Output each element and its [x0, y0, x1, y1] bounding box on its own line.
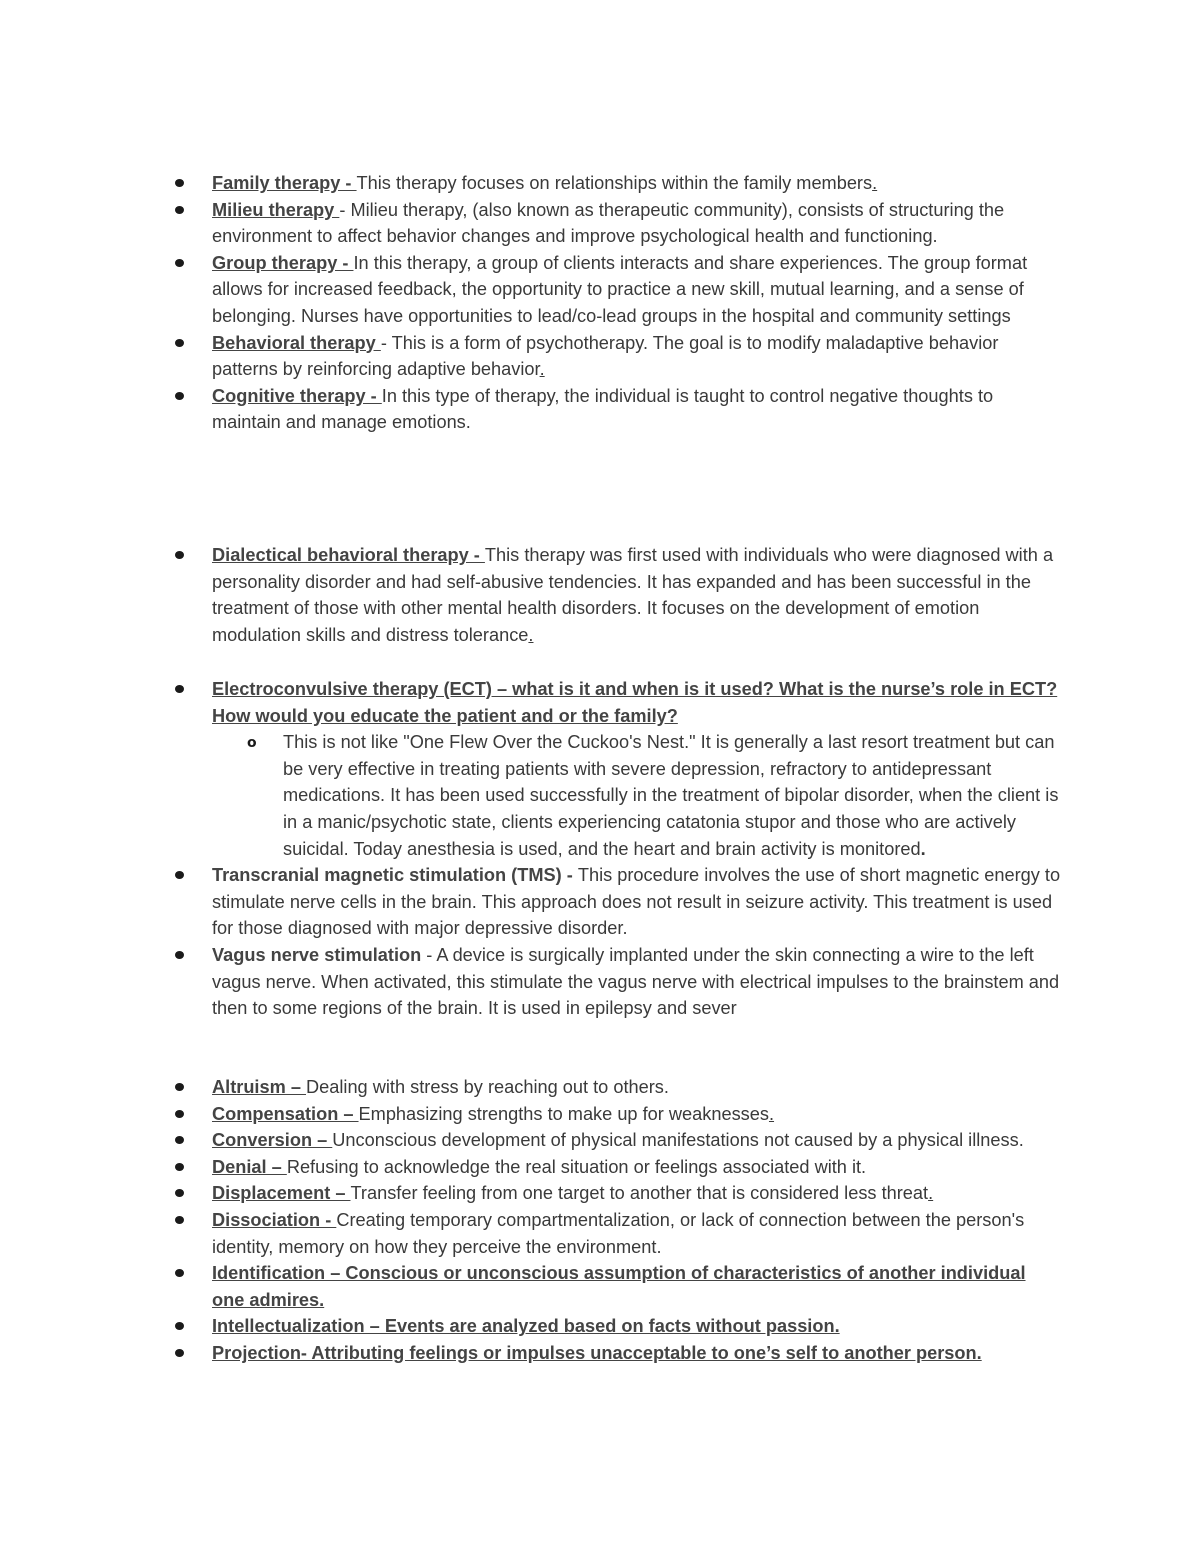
end-mark: .	[928, 1183, 934, 1204]
definition: Transfer feeling from one target to another that is considered less threat	[350, 1183, 929, 1204]
term: Conversion –	[212, 1130, 333, 1151]
list-item-behavioral-therapy	[0, 330, 1062, 383]
ect-description: This is not like "One Flew Over the Cuckoo's Nest." It is generally a last resort treatment but can be very effective in treating patients with severe depression, refractory to antidepressant medications. It has been used successfully in the treatment of bipolar disorder, when the client is in a manic/psychotic state, clients experiencing catatonia stupor and those who are actively suicidal. Today anesthesia is used, and the heart and brain activity is monitored	[283, 732, 1059, 859]
ect-heading: Electroconvulsive therapy (ECT) – what is it and when is it used? What is the nurse’s role in ECT? How would you educate the patient and or the family?	[212, 679, 1058, 726]
term: Denial –	[212, 1156, 287, 1177]
bullet-icon	[175, 1083, 184, 1091]
bullet-icon	[175, 1322, 184, 1330]
list-item-compensation	[0, 1101, 1062, 1128]
bullet-icon	[175, 685, 184, 693]
bullet-icon	[175, 1349, 184, 1357]
procedure-list	[0, 676, 1200, 1022]
bullet-icon	[175, 179, 184, 187]
bullet-icon	[175, 1110, 184, 1118]
list-item-tms	[0, 862, 1062, 942]
defense-mechanism-list	[0, 1074, 1200, 1367]
list-item-family-therapy	[0, 170, 1062, 197]
term: Displacement –	[212, 1183, 351, 1204]
definition: This procedure involves the use of short magnetic energy to stimulate nerve cells in the brain. This approach does not result in seizure activity. This treatment is used for those diagnosed with major depressive disorder.	[212, 865, 1061, 939]
list-item-projection	[0, 1340, 1062, 1367]
end-mark: .	[872, 173, 878, 193]
end-mark: .	[528, 624, 534, 645]
definition: Refusing to acknowledge the real situation or feelings associated with it.	[286, 1156, 867, 1177]
list-item-ect	[0, 676, 1062, 729]
definition: - Milieu therapy, (also known as therapeutic community), consists of structuring the environment to affect behavior changes and improve psychological health and functioning.	[212, 199, 1005, 247]
definition: - A device is surgically implanted under the skin connecting a wire to the left vagus nerve. When activated, this stimulate the vagus nerve with electrical impulses to the brainstem and then to some regions of the brain. It is used in epilepsy and sever	[212, 944, 1060, 1019]
list-item-displacement	[0, 1180, 1062, 1207]
bullet-icon	[175, 1269, 184, 1277]
term: Dialectical behavioral therapy -	[212, 545, 485, 565]
list-item-milieu-therapy	[0, 197, 1062, 250]
term: Milieu therapy	[212, 199, 340, 220]
list-item-conversion	[0, 1127, 1062, 1154]
definition: This therapy was first used with individuals who were diagnosed with a personality disorder and had self-abusive tendencies. It has expanded and has been successful in the treatment of those with other mental health disorders. It focuses on the development of emotion modulation skills and distress tolerance	[212, 545, 1054, 645]
bullet-icon	[175, 1163, 184, 1171]
sub-item-ect-description	[0, 729, 1063, 862]
definition: - This is a form of psychotherapy. The goal is to modify maladaptive behavior patterns by reinforcing adaptive behavior	[212, 332, 999, 380]
bullet-icon	[175, 951, 184, 959]
list-item-intellectualization	[0, 1313, 1062, 1340]
bullet-icon	[175, 392, 184, 400]
list-item-vagus-nerve-stimulation	[0, 942, 1062, 1022]
definition: Creating temporary compartmentalization, or lack of connection between the person's identity, memory on how they perceive the environment.	[212, 1209, 1025, 1257]
definition: Intellectualization – Events are analyzed based on facts without passion.	[212, 1316, 840, 1337]
term: Family therapy -	[212, 173, 357, 193]
definition: Dealing with stress by reaching out to others.	[306, 1077, 669, 1097]
bullet-icon	[175, 1216, 184, 1224]
bullet-icon	[175, 871, 184, 879]
bullet-icon	[175, 339, 184, 347]
definition: Identification – Conscious or unconscious assumption of characteristics of another individual one admires.	[212, 1263, 1026, 1310]
term: Behavioral therapy	[212, 332, 381, 353]
list-item-dissociation	[0, 1207, 1062, 1260]
sub-bullet-icon: o	[247, 735, 257, 752]
bullet-icon	[175, 206, 184, 214]
list-item-cognitive-therapy	[0, 383, 1062, 436]
end-mark: .	[768, 1103, 775, 1124]
definition: In this therapy, a group of clients interacts and share experiences. The group format allows for increased feedback, the opportunity to practice a new skill, mutual learning, and a sense of belonging. Nurses have opportunities to lead/co-lead groups in the hospital and community settings	[212, 252, 1028, 326]
term: Dissociation -	[212, 1209, 337, 1230]
list-item-group-therapy	[0, 250, 1062, 330]
definition: Projection- Attributing feelings or impulses unacceptable to one’s self to another person.	[212, 1342, 982, 1363]
definition: In this type of therapy, the individual is taught to control negative thoughts to maintain and manage emotions.	[212, 385, 994, 433]
term: Vagus nerve stimulation	[212, 944, 427, 965]
therapy-list	[0, 170, 1200, 436]
bullet-icon	[175, 1189, 184, 1197]
end-mark: .	[920, 838, 926, 859]
list-item-altruism	[0, 1074, 1062, 1101]
bullet-icon	[175, 259, 184, 267]
term: Altruism –	[212, 1077, 306, 1097]
definition: Unconscious development of physical manifestations not caused by a physical illness.	[332, 1130, 1024, 1151]
term: Group therapy -	[212, 252, 354, 273]
list-item-identification	[0, 1260, 1062, 1313]
dbt-list	[0, 542, 1200, 648]
term: Compensation –	[212, 1103, 359, 1124]
bullet-icon	[175, 551, 184, 559]
bullet-icon	[175, 1136, 184, 1144]
list-item-dialectical-behavioral-therapy	[0, 542, 1062, 648]
end-mark: .	[539, 359, 545, 380]
definition: Emphasizing strengths to make up for weaknesses	[358, 1103, 769, 1124]
term: Transcranial magnetic stimulation (TMS) -	[212, 865, 578, 886]
term: Cognitive therapy -	[212, 385, 382, 406]
definition: This therapy focuses on relationships within the family members	[356, 173, 873, 193]
list-item-denial	[0, 1154, 1062, 1181]
